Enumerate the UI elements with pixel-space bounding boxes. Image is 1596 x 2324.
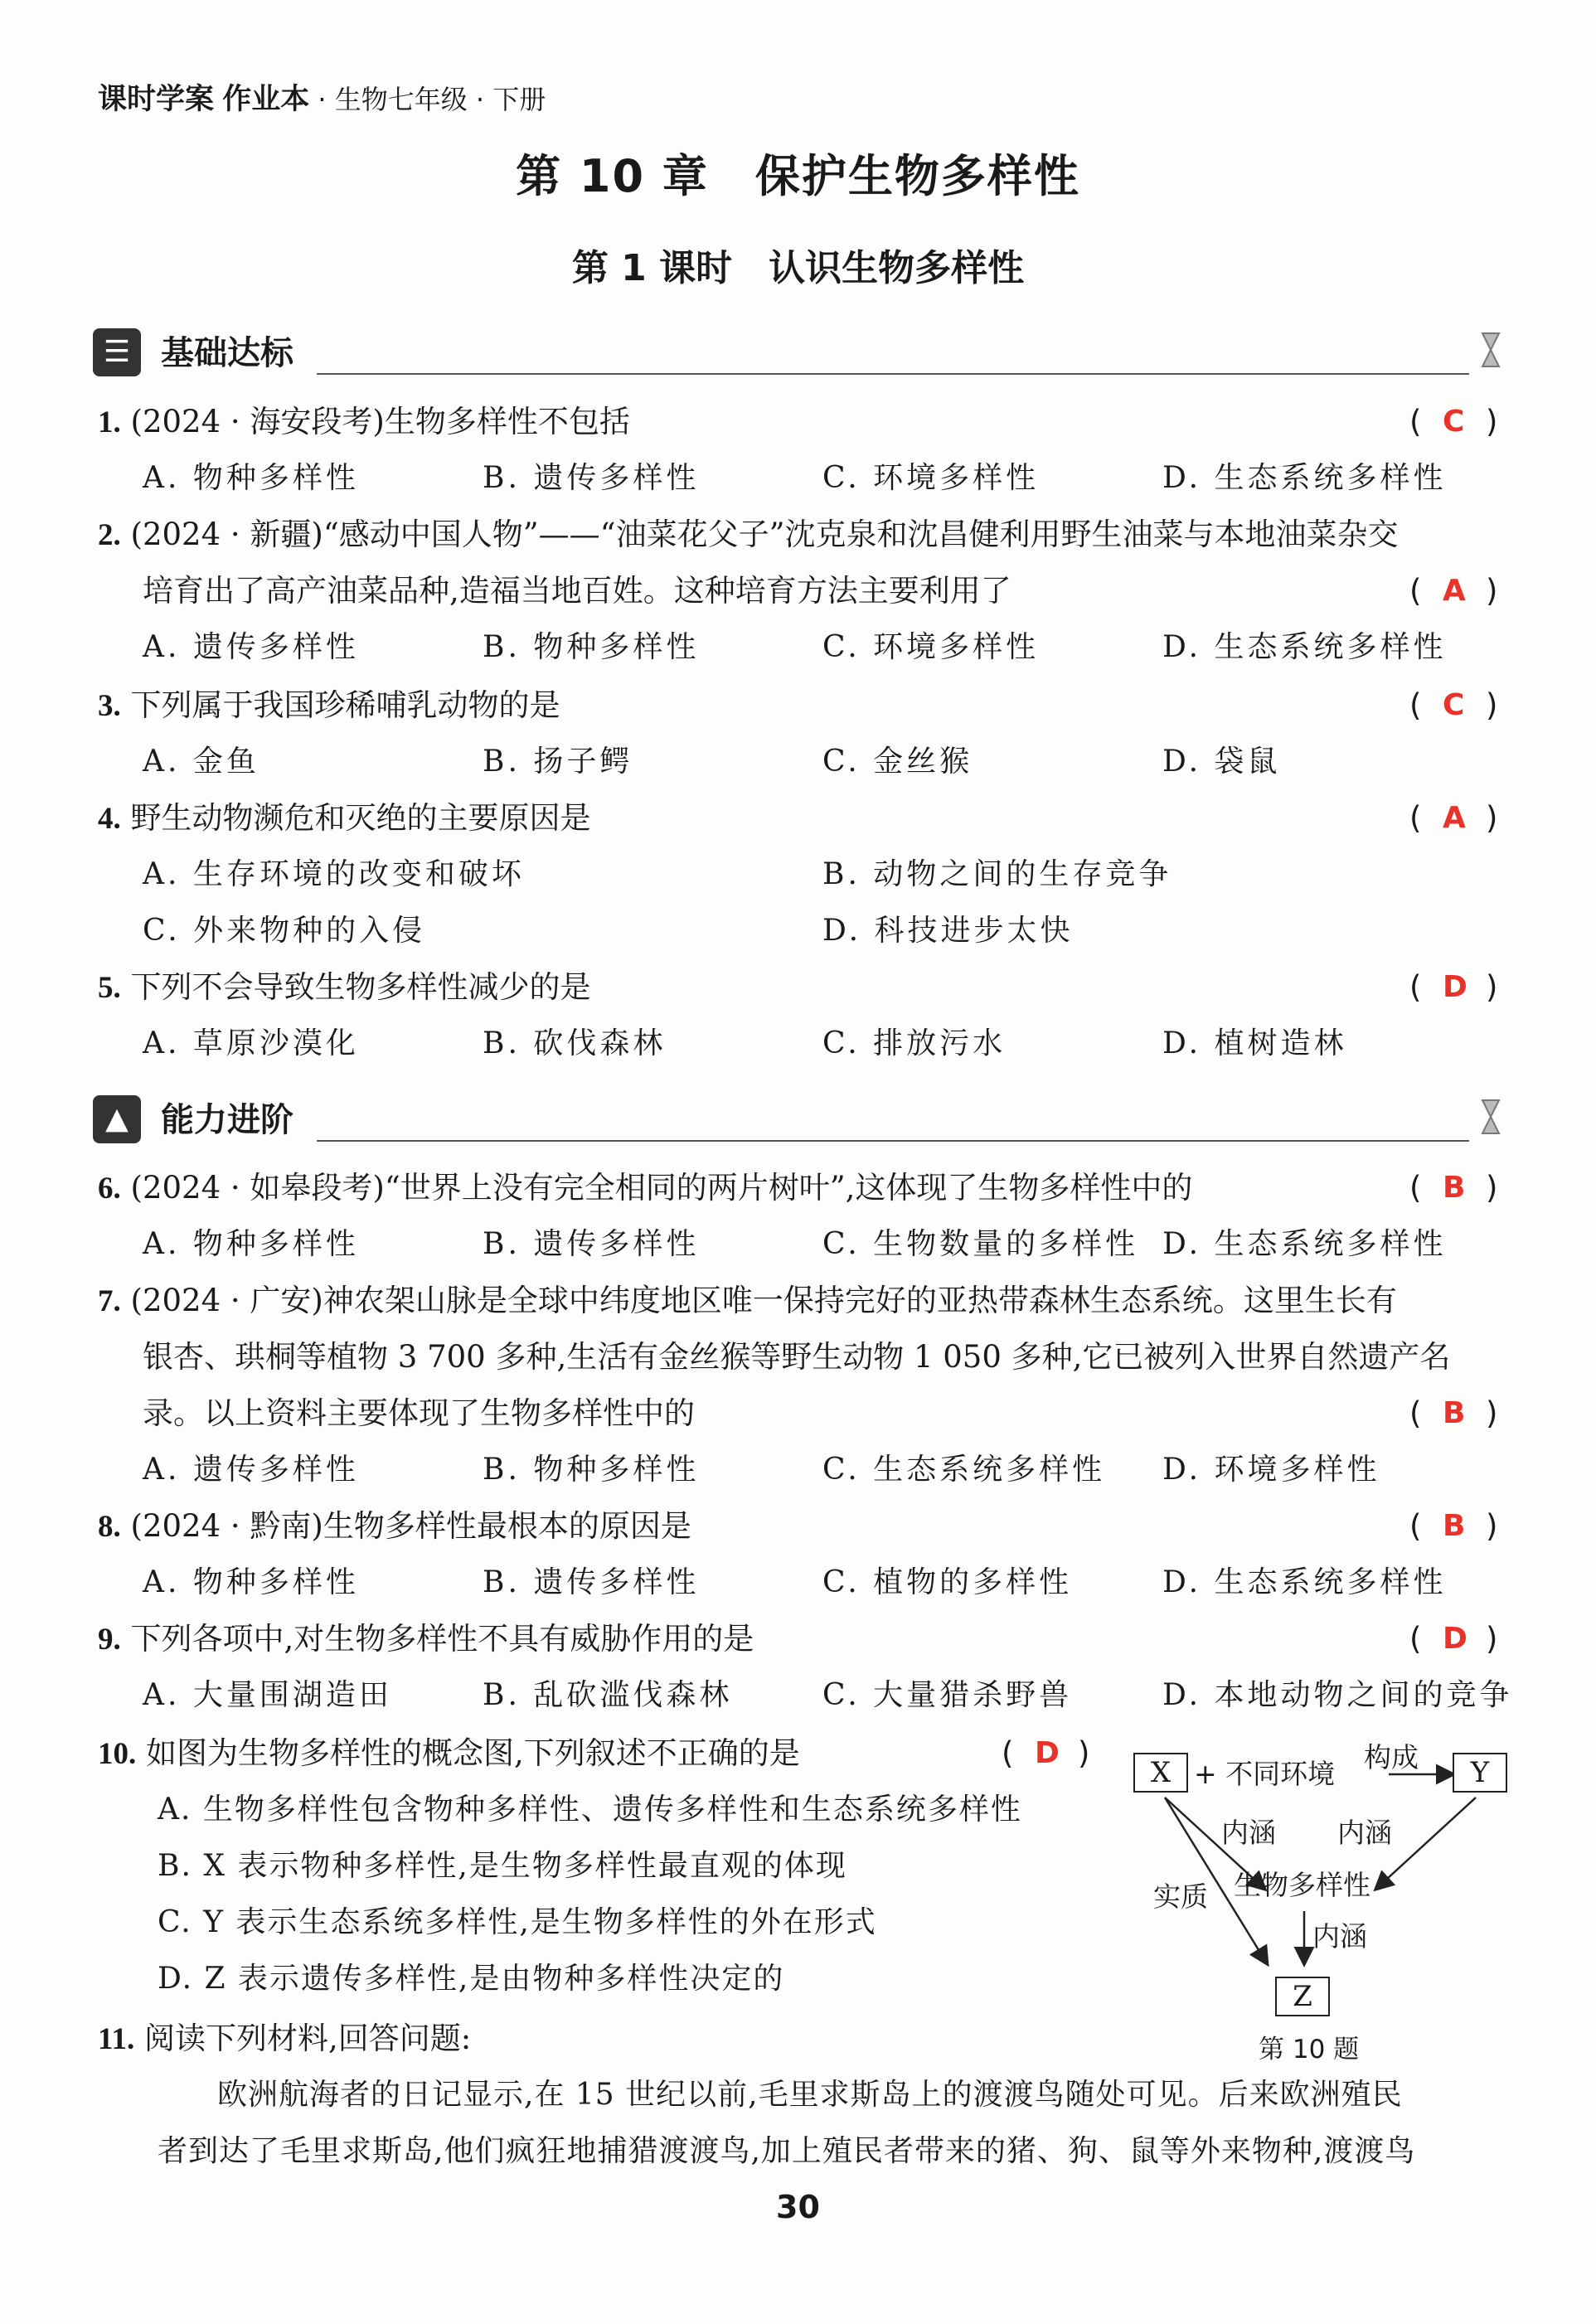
label-connotation-right: 内涵 [1337,1817,1392,1849]
question-7: 7. (2024 · 广安)神农架山脉是全球中纬度地区唯一保持完好的亚热带森林生态系统。这里生长有 [98,1283,1397,1318]
question-text: 下列属于我国珍稀哺乳动物的是 [130,687,560,723]
option-10d: D. Z 表示遗传多样性,是由物种多样性决定的 [158,1962,785,1996]
node-z: Z [1275,1977,1330,2016]
question-text: (2024 · 海安段考)生物多样性不包括 [130,404,630,439]
option-4a: A. 生存环境的改变和破坏 [143,857,525,891]
label-constitutes: 构成 [1364,1741,1419,1773]
option-5a: A. 草原沙漠化 [143,1026,359,1060]
option-2c: C. 环境多样性 [822,630,1040,664]
label-plus-environment: + 不同环境 [1194,1758,1336,1790]
option-4d: D. 科技进步太快 [822,914,1074,948]
section-advanced-header [93,1090,1502,1148]
option-1a: A. 物种多样性 [143,461,359,495]
option-4c: C. 外来物种的入侵 [143,914,426,948]
option-1b: B. 遗传多样性 [483,461,700,495]
option-7d: D. 环境多样性 [1162,1453,1380,1487]
option-3d: D. 袋鼠 [1162,745,1281,779]
label-connotation-left: 内涵 [1221,1817,1276,1849]
option-9b: B. 乱砍滥伐森林 [483,1678,733,1712]
node-x: X [1133,1753,1188,1793]
option-10a: A. 生物多样性包含物种多样性、遗传多样性和生态系统多样性 [158,1793,1022,1827]
option-10b: B. X 表示物种多样性,是生物多样性最直观的体现 [158,1849,847,1883]
lesson-title: 第 1 课时 认识生物多样性 [571,247,1025,289]
section-basic-header [93,323,1502,381]
option-5b: B. 砍伐森林 [483,1026,667,1060]
option-3c: C. 金丝猴 [822,745,973,779]
series-name: 课时学案 [98,83,215,116]
option-1c: C. 环境多样性 [822,461,1040,495]
hourglass-icon [1479,1097,1502,1137]
question-7-cont2: 录。以上资料主要体现了生物多样性中的 [143,1395,695,1431]
option-5d: D. 植树造林 [1162,1026,1347,1060]
question-text: 下列各项中,对生物多样性不具有威胁作用的是 [130,1621,754,1657]
section-divider [317,373,1469,375]
option-8a: A. 物种多样性 [143,1565,359,1599]
question-6: 6. (2024 · 如皋段考)“世界上没有完全相同的两片树叶”,这体现了生物多样性中的 [98,1170,1193,1206]
question-11: 11. 阅读下列材料,回答问题: [98,2021,472,2056]
question-7-cont: 银杏、珙桐等植物 3 700 多种,生活有金丝猴等野生动物 1 050 多种,它已被列入世界自然遗产名 [143,1339,1451,1375]
option-6b: B. 遗传多样性 [483,1227,700,1261]
question-9: 9. 下列各项中,对生物多样性不具有威胁作用的是 [98,1621,754,1657]
option-10c: C. Y 表示生态系统多样性,是生物多样性的外在形式 [158,1905,877,1939]
label-essence: 实质 [1153,1880,1208,1913]
diagram-caption: 第 10 题 [1259,2035,1360,2064]
material-line-1: 欧洲航海者的日记显示,在 15 世纪以前,毛里求斯岛上的渡渡鸟随处可见。后来欧洲殖民 [217,2078,1403,2112]
hourglass-icon [1479,330,1502,370]
question-text: (2024 · 新疆)“感动中国人物”——“油菜花父子”沈克泉和沈昌健利用野生油菜与本地油菜杂交 [130,517,1399,552]
page-number: 30 [776,2189,820,2225]
option-9a: A. 大量围湖造田 [143,1678,392,1712]
book-name: 作业本 [222,83,310,116]
question-3: 3. 下列属于我国珍稀哺乳动物的是 [98,687,560,723]
question-text: (2024 · 如皋段考)“世界上没有完全相同的两片树叶”,这体现了生物多样性中的 [130,1170,1193,1206]
option-7b: B. 物种多样性 [483,1453,700,1487]
option-6a: A. 物种多样性 [143,1227,359,1261]
section-divider [317,1140,1469,1142]
question-text: (2024 · 广安)神农架山脉是全球中纬度地区唯一保持完好的亚热带森林生态系统。这里生长有 [130,1283,1397,1318]
option-2d: D. 生态系统多样性 [1162,630,1447,664]
question-1: 1. (2024 · 海安段考)生物多样性不包括 [98,404,630,439]
option-9d: D. 本地动物之间的竞争 [1162,1678,1513,1712]
option-2a: A. 遗传多样性 [143,630,359,664]
option-5c: C. 排放污水 [822,1026,1007,1060]
question-text: 阅读下列材料,回答问题: [143,2021,472,2056]
rocket-icon: ▲ [93,1095,141,1143]
option-1d: D. 生态系统多样性 [1162,461,1447,495]
book-icon: ☰ [93,328,141,376]
question-2-cont: 培育出了高产油菜品种,造福当地百姓。这种培育方法主要利用了 [143,573,1011,609]
question-text: (2024 · 黔南)生物多样性最根本的原因是 [130,1508,691,1544]
option-3b: B. 扬子鳄 [483,745,633,779]
section-title: 基础达标 [161,334,293,372]
question-text: 下列不会导致生物多样性减少的是 [130,969,591,1005]
question-8: 8. (2024 · 黔南)生物多样性最根本的原因是 [98,1508,691,1544]
subject-name: · 生物七年级 · 下册 [318,84,546,115]
option-4b: B. 动物之间的生存竞争 [822,857,1172,891]
node-y: Y [1453,1753,1507,1793]
question-2: 2. (2024 · 新疆)“感动中国人物”——“油菜花父子”沈克泉和沈昌健利用野生油菜与本地油菜杂交 [98,517,1399,552]
question-10: 10. 如图为生物多样性的概念图,下列叙述不正确的是 [98,1735,800,1771]
question-text: 野生动物濒危和灭绝的主要原因是 [130,800,591,836]
label-connotation-down: 内涵 [1312,1920,1367,1953]
option-8b: B. 遗传多样性 [483,1565,700,1599]
question-4: 4. 野生动物濒危和灭绝的主要原因是 [98,800,591,836]
option-7c: C. 生态系统多样性 [822,1453,1106,1487]
option-6c: C. 生物数量的多样性 [822,1227,1139,1261]
option-3a: A. 金鱼 [143,745,260,779]
option-9c: C. 大量猎杀野兽 [822,1678,1073,1712]
chapter-title: 第 10 章 保护生物多样性 [516,150,1080,202]
option-8d: D. 生态系统多样性 [1162,1565,1447,1599]
option-8c: C. 植物的多样性 [822,1565,1073,1599]
running-header [98,76,546,118]
option-6d: D. 生态系统多样性 [1162,1227,1447,1261]
section-title: 能力进阶 [161,1101,293,1139]
question-text: 如图为生物多样性的概念图,下列叙述不正确的是 [146,1735,800,1771]
question-5: 5. 下列不会导致生物多样性减少的是 [98,969,591,1005]
material-line-2: 者到达了毛里求斯岛,他们疯狂地捕猎渡渡鸟,加上殖民者带来的猪、狗、鼠等外来物种,渡渡鸟 [158,2134,1416,2168]
option-2b: B. 物种多样性 [483,630,700,664]
option-7a: A. 遗传多样性 [143,1453,359,1487]
node-biodiversity: 生物多样性 [1234,1869,1370,1901]
